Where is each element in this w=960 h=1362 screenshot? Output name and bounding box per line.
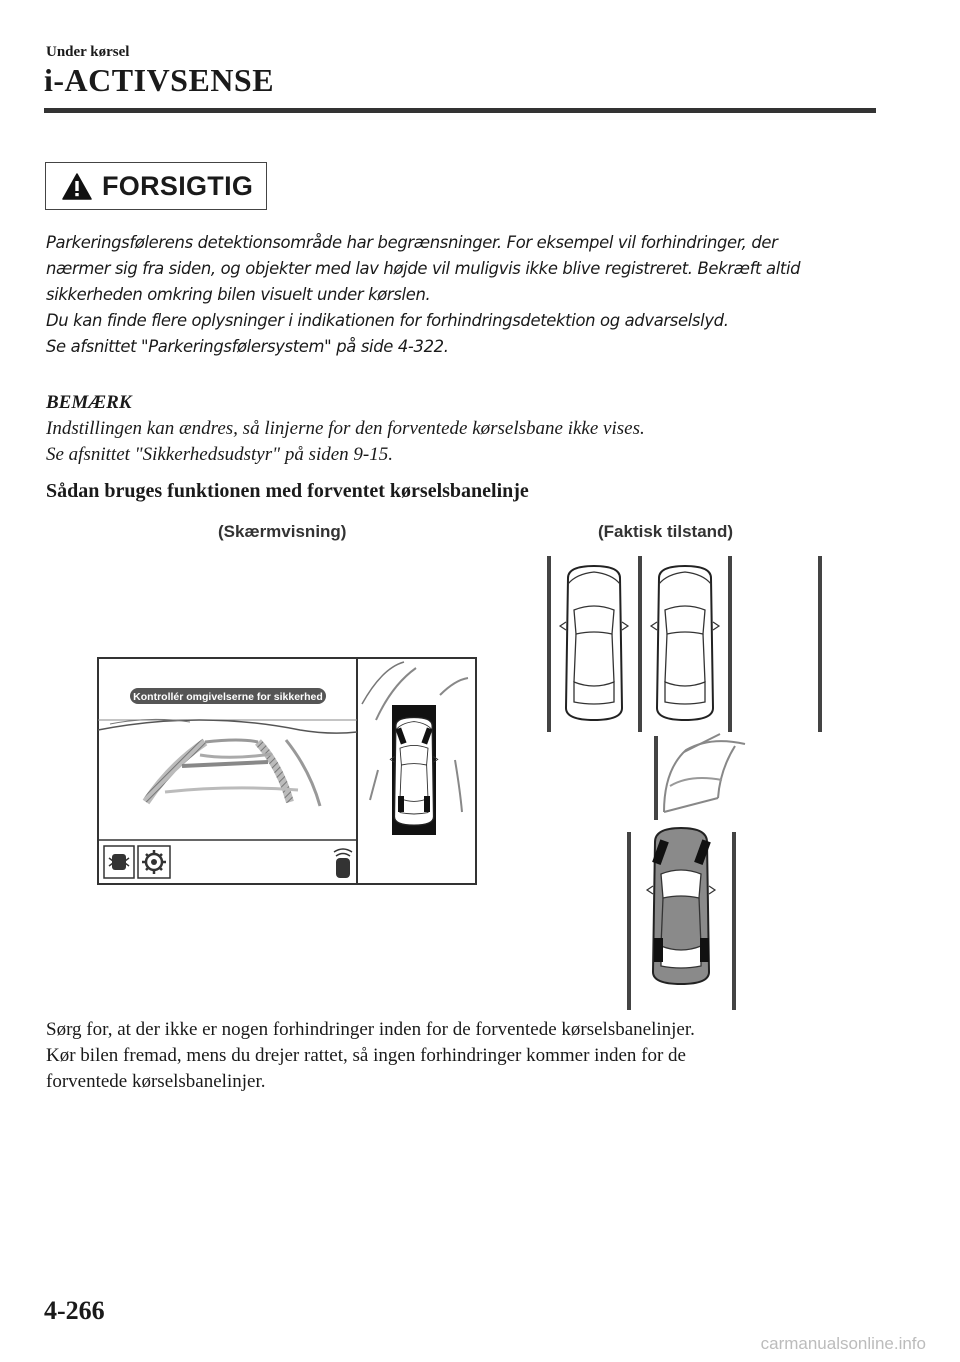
actual-condition: [547, 556, 822, 1010]
caution-line: sikkerheden omkring bilen visuelt under kørslen.: [46, 285, 431, 304]
note-heading: BEMÆRK: [46, 392, 132, 413]
figure-illustration: [0, 540, 960, 1010]
screen-display: [98, 658, 476, 884]
note: [46, 390, 645, 468]
warning-triangle-icon: [62, 173, 92, 200]
caution-line: Du kan finde flere oplysninger i indikationen for forhindringsdetektion og advarselslyd.: [46, 311, 729, 330]
screen-banner-text: Kontrollér omgivelserne for sikkerhed: [133, 691, 323, 703]
body-text: [46, 1017, 695, 1095]
caution-line: Parkeringsfølerens detektionsområde har begrænsninger. For eksempel vil forhindringer, der: [46, 233, 778, 252]
note-line: Indstillingen kan ændres, så linjerne for den forventede kørselsbane ikke vises.: [46, 418, 645, 439]
body-line: Sørg for, at der ikke er nogen forhindringer inden for de forventede kørselsbanelinjer.: [46, 1019, 695, 1040]
subheading: Sådan bruges funktionen med forventet kørselsbanelinje: [46, 480, 529, 502]
caption-screen: (Skærmvisning): [218, 522, 347, 541]
body-line: Kør bilen fremad, mens du drejer rattet, så ingen forhindringer kommer inden for de: [46, 1045, 686, 1066]
caution-label: FORSIGTIG: [102, 170, 254, 201]
watermark: carmanualsonline.info: [760, 1334, 926, 1353]
title-rule: [44, 108, 876, 113]
caution-line: Se afsnittet "Parkeringsfølersystem" på side 4-322.: [46, 337, 449, 356]
caution-box: [45, 162, 267, 210]
body-line: forventede kørselsbanelinjer.: [46, 1071, 266, 1092]
note-line: Se afsnittet "Sikkerhedsudstyr" på siden 9-15.: [46, 444, 394, 465]
caption-actual: (Faktisk tilstand): [598, 522, 734, 541]
caution-text: [46, 230, 886, 360]
page-number: 4-266: [44, 1296, 105, 1325]
page-title: i-ACTIVSENSE: [44, 62, 275, 98]
section-label: Under kørsel: [46, 44, 130, 60]
caution-line: nærmer sig fra siden, og objekter med lav højde vil muligvis ikke blive registreret. Bekræft altid: [46, 259, 801, 278]
